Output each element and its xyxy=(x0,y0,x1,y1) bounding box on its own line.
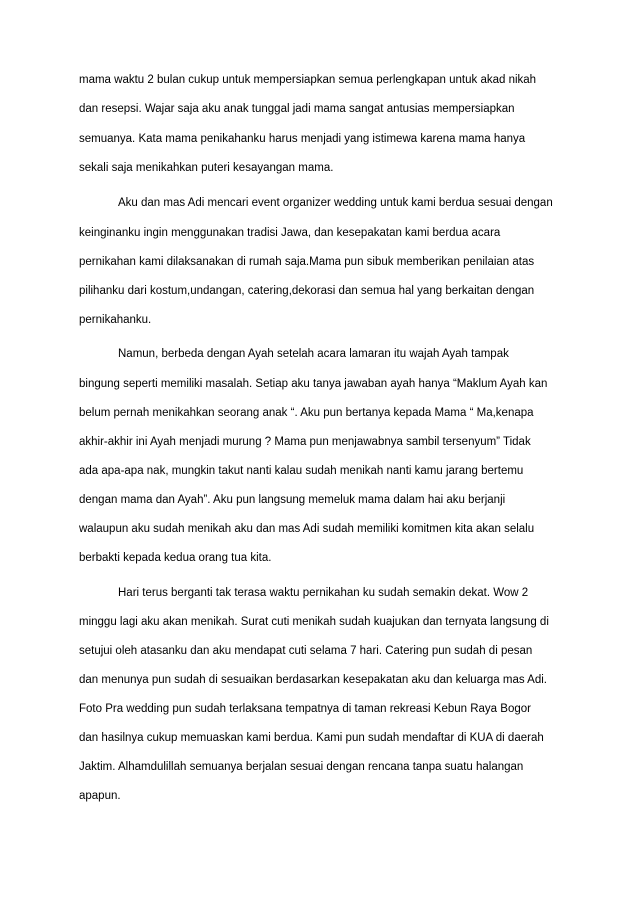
text-line: Foto Pra wedding pun sudah terlaksana tempatnya di taman rekreasi Kebun Raya Bogor xyxy=(79,703,531,715)
text-line: mama waktu 2 bulan cukup untuk mempersiapkan semua perlengkapan untuk akad nikah xyxy=(79,74,537,86)
text-line: Jaktim. Alhamdulillah semuanya berjalan sesuai dengan rencana tanpa suatu halangan xyxy=(79,761,524,773)
text-line: pernikahan kami dilaksanakan di rumah saja.Mama pun sibuk memberikan penilaian atas xyxy=(79,256,535,268)
text-line: berbakti kepada kedua orang tua kita. xyxy=(79,552,272,564)
text-line: semuanya. Kata mama penikahanku harus menjadi yang istimewa karena mama hanya xyxy=(79,133,526,145)
text-line: dan hasilnya cukup memuaskan kami berdua. Kami pun sudah mendaftar di KUA di daerah xyxy=(79,732,544,744)
text-line: Aku dan mas Adi mencari event organizer wedding untuk kami berdua sesuai dengan xyxy=(118,197,553,209)
text-line: Namun, berbeda dengan Ayah setelah acara lamaran itu wajah Ayah tampak xyxy=(118,348,509,360)
text-line: bingung seperti memiliki masalah. Setiap aku tanya jawaban ayah hanya “Maklum Ayah kan xyxy=(79,378,548,390)
text-line: setujui oleh atasanku dan aku mendapat cuti selama 7 hari. Catering pun sudah di pesan xyxy=(79,645,533,657)
text-line: minggu lagi aku akan menikah. Surat cuti menikah sudah kuajukan dan ternyata langsung di xyxy=(79,616,549,628)
text-line: akhir-akhir ini Ayah menjadi murung ? Mama pun menjawabnya sambil tersenyum” Tidak xyxy=(79,436,531,448)
text-line: sekali saja menikahkan puteri kesayangan mama. xyxy=(79,162,334,174)
text-line: belum pernah menikahkan seorang anak “. Aku pun bertanya kepada Mama “ Ma,kenapa xyxy=(79,407,534,419)
text-line: keinginanku ingin menggunakan tradisi Jawa, dan kesepakatan kami berdua acara xyxy=(79,227,501,239)
text-line: dengan mama dan Ayah”. Aku pun langsung memeluk mama dalam hai aku berjanji xyxy=(79,494,506,506)
text-line: ada apa-apa nak, mungkin takut nanti kalau sudah menikah nanti kamu jarang bertemu xyxy=(79,465,524,477)
text-line: pilihanku dari kostum,undangan, catering,dekorasi dan semua hal yang berkaitan dengan xyxy=(79,285,535,297)
text-line: pernikahanku. xyxy=(79,314,152,326)
text-line: apapun. xyxy=(79,790,121,802)
text-line: dan menunya pun sudah di sesuaikan berdasarkan kesepakatan aku dan keluarga mas Adi. xyxy=(79,674,547,686)
text-line: Hari terus berganti tak terasa waktu pernikahan ku sudah semakin dekat. Wow 2 xyxy=(118,587,529,599)
text-line: walaupun aku sudah menikah aku dan mas Adi sudah memiliki komitmen kita akan selalu xyxy=(79,523,535,535)
text-line: dan resepsi. Wajar saja aku anak tunggal jadi mama sangat antusias mempersiapkan xyxy=(79,103,515,115)
